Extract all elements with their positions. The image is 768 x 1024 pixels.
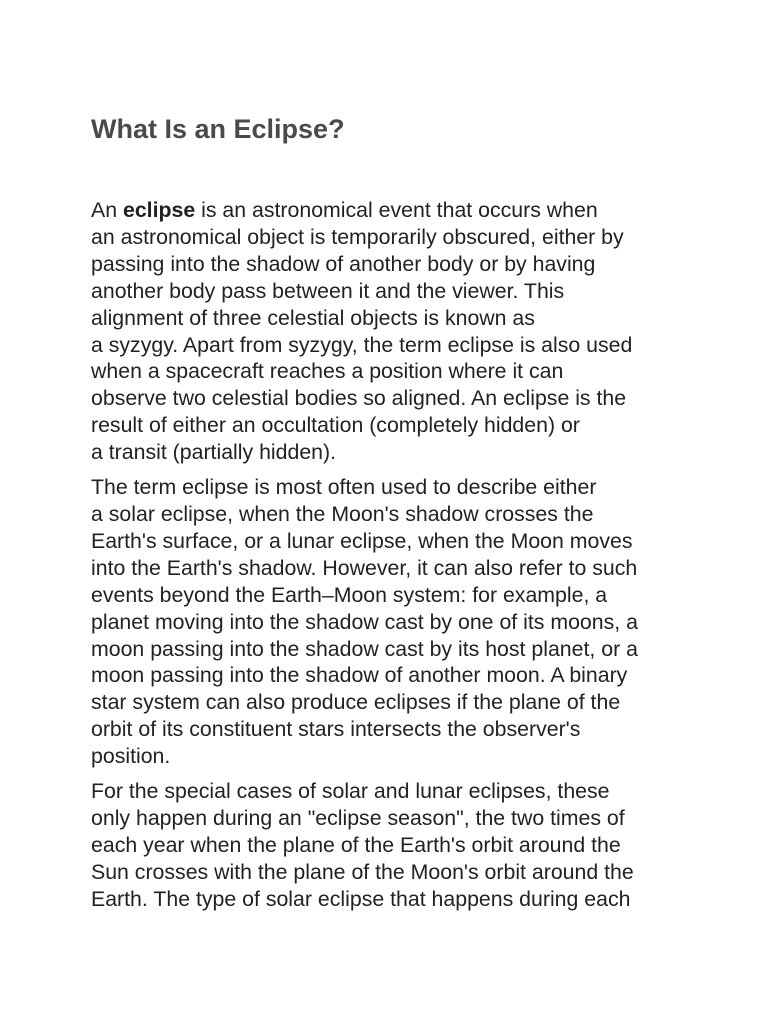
text-line: events beyond the Earth–Moon system: for example, a (91, 582, 608, 607)
text-line: star system can also produce eclipses if the plane of the (91, 690, 621, 715)
paragraph-2 (91, 474, 691, 770)
article-body (91, 197, 691, 913)
text-line: orbit of its constituent stars intersects the observer's (91, 717, 581, 742)
text-line: only happen during an "eclipse season", the two times of (91, 805, 625, 830)
text-line: Sun crosses with the plane of the Moon's orbit around the (91, 859, 634, 884)
text-line: position. (91, 744, 171, 769)
text-line: passing into the shadow of another body or by having (91, 251, 596, 276)
text-line: observe two celestial bodies so aligned. An eclipse is the (91, 386, 627, 411)
text-line: alignment of three celestial objects is known as (91, 305, 535, 330)
paragraph-1 (91, 197, 691, 466)
text-line: The term eclipse is most often used to describe either (91, 475, 597, 500)
text-line: moon passing into the shadow cast by its host planet, or a (91, 636, 638, 661)
text-line: each year when the plane of the Earth's orbit around the (91, 832, 621, 857)
text-line: into the Earth's shadow. However, it can also refer to such (91, 555, 638, 580)
text-line: For the special cases of solar and lunar eclipses, these (91, 779, 610, 804)
page-title: What Is an Eclipse? (91, 114, 345, 144)
text-line: a syzygy. Apart from syzygy, the term eclipse is also used (91, 332, 633, 357)
text-line: another body pass between it and the viewer. This (91, 278, 565, 303)
text-line: planet moving into the shadow cast by one of its moons, a (91, 609, 638, 634)
text-run: is an astronomical event that occurs when (195, 198, 598, 222)
paragraph-spacer (91, 466, 691, 474)
text-line: a transit (partially hidden). (91, 440, 337, 465)
paragraph-3 (91, 778, 691, 913)
text-line: Earth's surface, or a lunar eclipse, when the Moon moves (91, 528, 633, 553)
text-line (91, 197, 691, 224)
text-line: when a spacecraft reaches a position where it can (91, 359, 564, 384)
text-line: an astronomical object is temporarily obscured, either by (91, 224, 624, 249)
bold-term: eclipse (122, 198, 196, 222)
text-line: result of either an occultation (completely hidden) or (91, 413, 580, 438)
text-line: a solar eclipse, when the Moon's shadow crosses the (91, 501, 594, 526)
text-line: Earth. The type of solar eclipse that happens during each (91, 886, 631, 911)
paragraph-spacer (91, 770, 691, 778)
text-run: An (91, 198, 123, 222)
text-line: moon passing into the shadow of another moon. A binary (91, 663, 628, 688)
